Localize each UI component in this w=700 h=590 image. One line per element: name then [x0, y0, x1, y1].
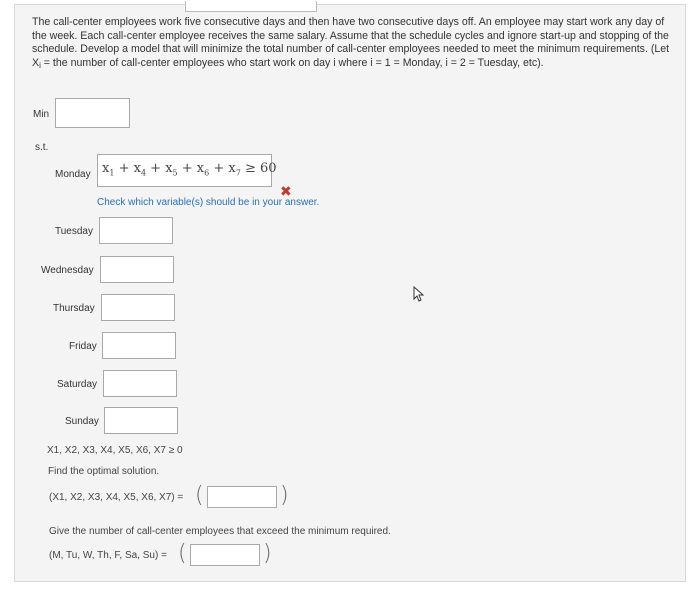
close-paren: ) — [280, 483, 289, 508]
st-label: s.t. — [35, 142, 49, 153]
error-x-icon: ✖ — [280, 183, 292, 199]
saturday-label: Saturday — [57, 379, 98, 390]
open-paren: ( — [178, 541, 187, 566]
wednesday-label: Wednesday — [41, 265, 94, 276]
nonnegativity: X1, X2, X3, X4, X5, X6, X7 ≥ 0 — [47, 445, 183, 456]
problem-statement: The call-center employees work five consecutive days and then have two consecutive days off. An employee may start work any day of the week. Each call-center employee receives the same salary. Assume that the schedule cycles and ignore start-up and stopping of the schedule. Develop a model that will minimize the total number of call-center employees needed to meet the minimum requirements. (Let Xi = the number of call-center employees who start work on day i where i = 1 = Monday, i = 2 = Tuesday, etc). — [32, 16, 670, 70]
previous-field-edge — [185, 1, 317, 12]
saturday-constraint-input[interactable] — [103, 370, 177, 397]
optimal-label: (X1, X2, X3, X4, X5, X6, X7) = — [49, 492, 184, 503]
question-panel — [14, 4, 686, 582]
friday-constraint-input[interactable] — [102, 332, 176, 359]
thursday-label: Thursday — [53, 303, 95, 314]
sunday-label: Sunday — [65, 416, 99, 427]
optimal-solution-input[interactable] — [207, 486, 277, 508]
close-paren: ) — [263, 541, 272, 566]
thursday-constraint-input[interactable] — [101, 294, 175, 321]
wednesday-constraint-input[interactable] — [100, 256, 174, 283]
sunday-constraint-input[interactable] — [104, 407, 178, 434]
excess-input[interactable] — [190, 544, 260, 566]
tuesday-constraint-input[interactable] — [99, 217, 173, 244]
tuesday-label: Tuesday — [55, 226, 93, 237]
friday-label: Friday — [69, 341, 97, 352]
excess-prompt: Give the number of call-center employees that exceed the minimum required. — [49, 526, 391, 537]
mouse-pointer-icon — [413, 286, 427, 302]
objective-input[interactable] — [55, 98, 130, 128]
open-paren: ( — [195, 483, 204, 508]
hint-text: Check which variable(s) should be in your answer. — [97, 197, 320, 208]
min-label: Min — [33, 109, 50, 120]
monday-constraint-input[interactable]: $x_1 + x_4 + x_5 + x_6 + x_7 \ge 60$ — [97, 154, 272, 187]
optimal-prompt: Find the optimal solution. — [48, 466, 160, 477]
monday-label: Monday — [55, 169, 91, 180]
excess-label: (M, Tu, W, Th, F, Sa, Su) = — [49, 550, 167, 561]
